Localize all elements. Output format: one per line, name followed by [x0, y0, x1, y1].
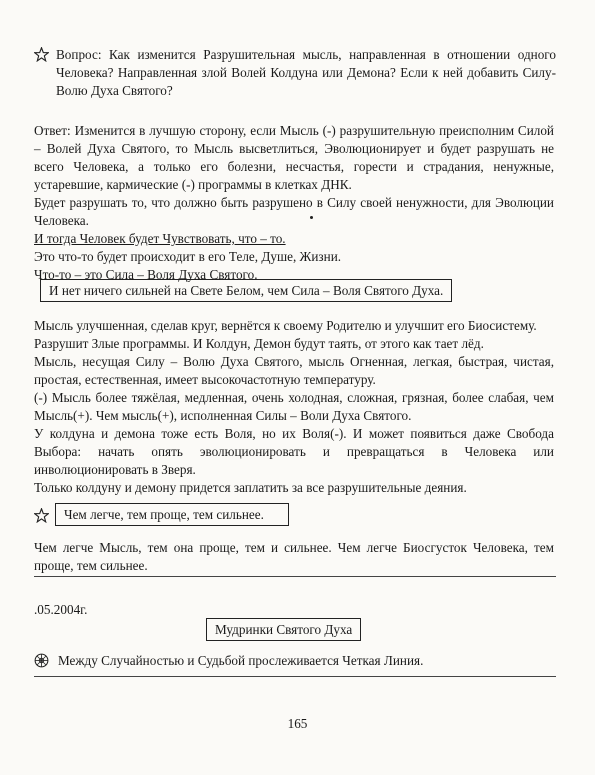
text-paragraph: Мысль, несущая Силу – Волю Духа Святого, мысль Огненная, легкая, быстрая, чистая, простая, естественная, имеет высокочастотную температуру.: [34, 354, 554, 387]
horizontal-rule: [34, 576, 556, 577]
underlined-line: И тогда Человек будет Чувствовать, что – то.: [34, 231, 286, 246]
text-paragraph: Чем легче Мысль, тем она проще, тем и сильнее. Чем легче Биосгусток Человека, тем проще, тем сильнее.: [34, 540, 554, 573]
main-text-block: [34, 317, 554, 497]
answer-block: [34, 122, 554, 284]
highlight-box: Чем легче, тем проще, тем сильнее.: [55, 503, 289, 526]
horizontal-rule: [34, 676, 556, 677]
wheel-line-text: Между Случайностью и Судьбой прослеживается Четкая Линия.: [58, 653, 424, 668]
text-paragraph: Только колдуну и демону придется заплатить за все разрушительные деяния.: [34, 480, 467, 495]
text-paragraph: Разрушит Злые программы. И Колдун, Демон будут таять, от этого как тает лёд.: [34, 336, 484, 351]
question-block: [34, 46, 556, 100]
answer-paragraph: Ответ: Изменится в лучшую сторону, если Мысль (-) разрушительную преисполним Силой – Волей Духа Святого, то Мысль высветлиться, Эволюционирует и будет разрушать не всего Человека, а только его болезни, несчастья, горести и страдания, ненужные, устаревшие, кармические (-) программы в клетках ДНК.: [34, 123, 554, 192]
page-number: 165: [287, 716, 308, 731]
date-label: .05.2004г.: [34, 602, 88, 617]
question-text: Вопрос: Как изменится Разрушительная мысль, направленная в отношении одного Человека? Направленная злой Волей Колдуна или Демона? Если к ней добавить Силу-Волю Духа Святого?: [56, 47, 556, 98]
dharma-wheel-icon: [34, 653, 49, 668]
text-paragraph: Мысль улучшенная, сделав круг, вернётся к своему Родителю и улучшит его Биосистему.: [34, 318, 537, 333]
answer-line: Это что-то будет происходит в его Теле, Душе, Жизни.: [34, 249, 342, 264]
answer-line: Что-то – это Сила – Воля Духа Святого.: [34, 267, 258, 282]
answer-paragraph: Будет разрушать то, что должно быть разрушено в Силу своей ненужности, для Эволюции Человека.: [34, 195, 554, 228]
highlight-box: И нет ничего сильней на Свете Белом, чем Сила – Воля Святого Духа.: [40, 279, 452, 302]
text-paragraph: (-) Мысль более тяжёлая, медленная, очень холодная, сложная, грязная, более слабая, чем Мысль(+). Чем мысль(+), исполненная Силы – Воли Духа Святого.: [34, 390, 554, 423]
text-paragraph: У колдуна и демона тоже есть Воля, но их Воля(-). И может появиться даже Свобода Выбора: начать опять эволюционировать и превращаться в Человека или инволюционировать в Зверя.: [34, 426, 554, 477]
star-outline-icon: [34, 47, 49, 62]
wheel-line-block: [34, 652, 556, 670]
section-title-box: Мудринки Святого Духа: [206, 618, 361, 641]
stray-dot: [310, 216, 313, 219]
star-outline-icon: [34, 508, 49, 523]
